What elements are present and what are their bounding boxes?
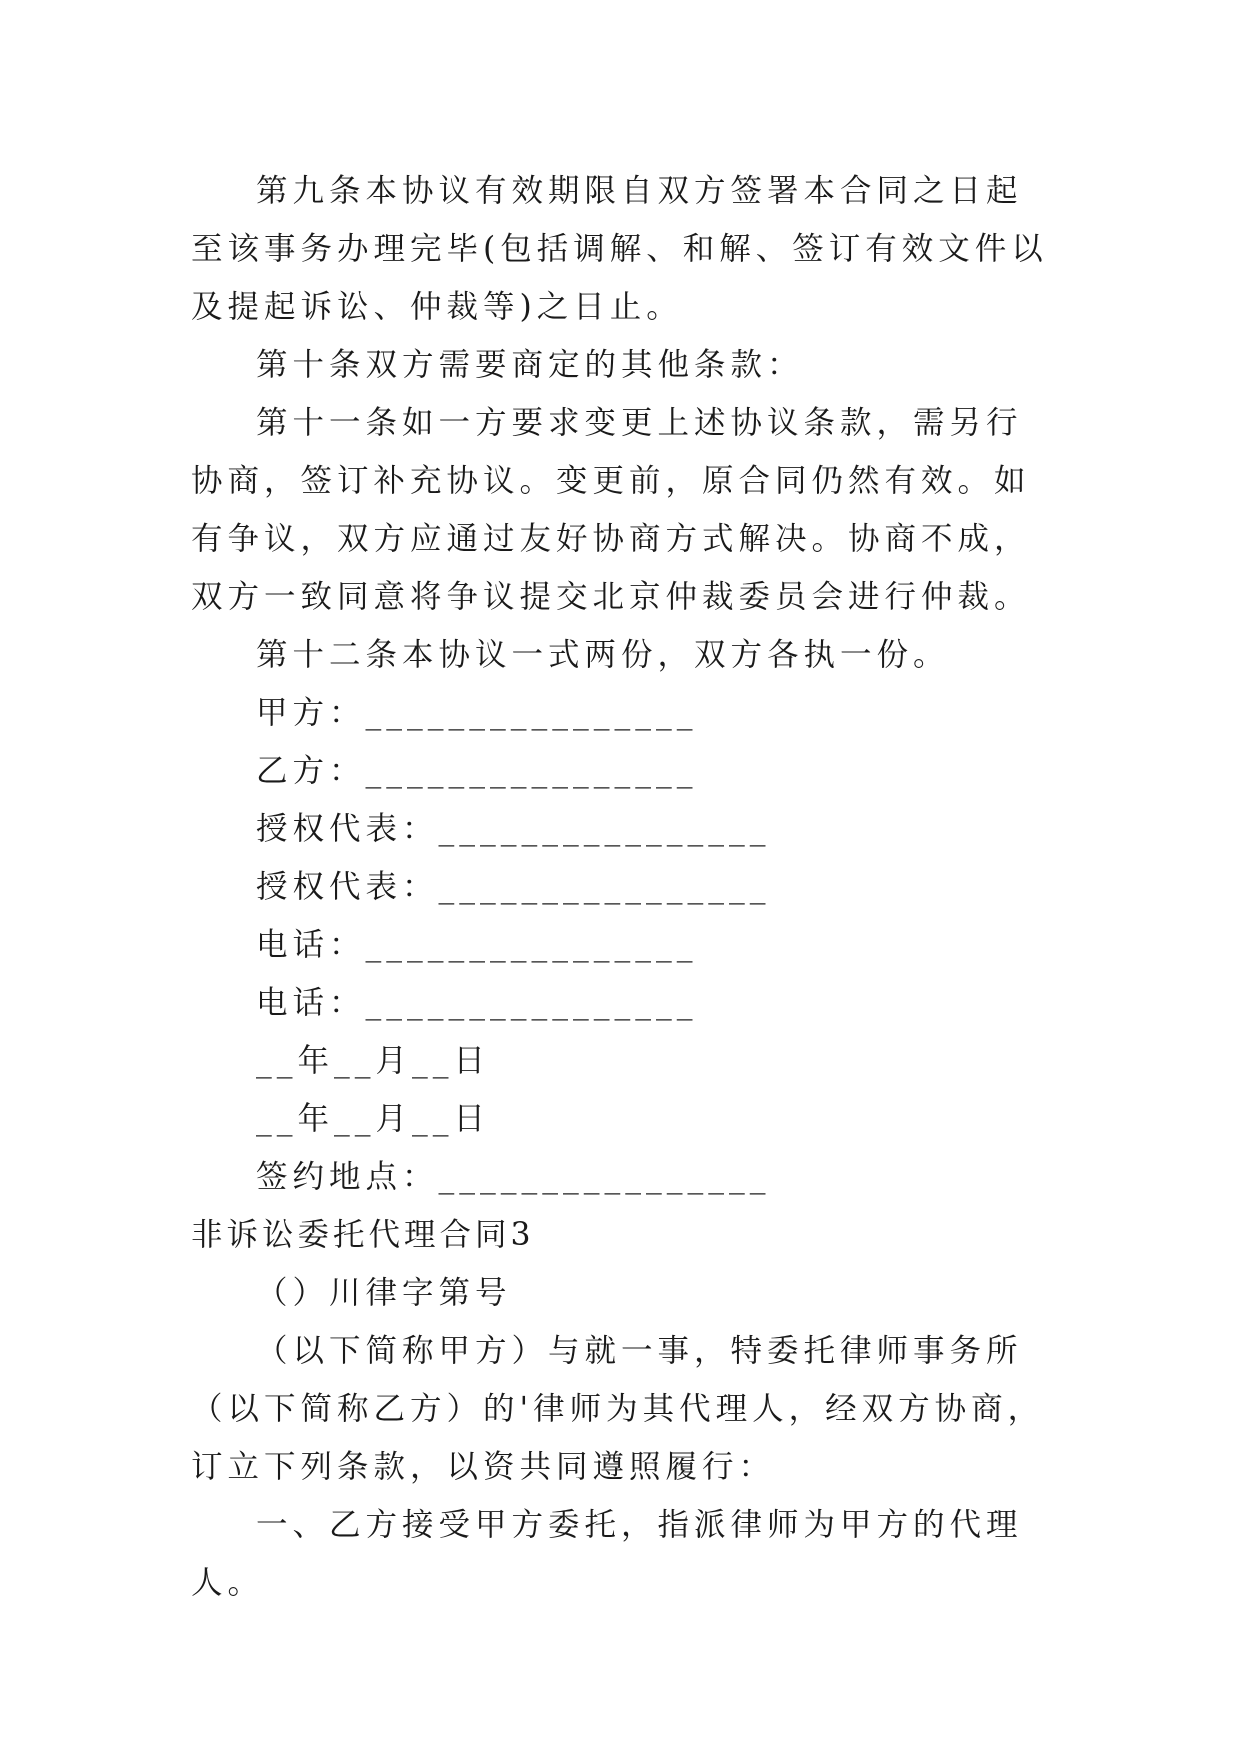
section-title: 非诉讼委托代理合同3 [191, 1217, 535, 1253]
article-1: 一、乙方接受甲方委托，指派律师为甲方的代理人。 [191, 1507, 1023, 1601]
phone-a-line: 电话：________________ [256, 927, 698, 963]
intro-paragraph: （以下简称甲方）与就一事，特委托律师事务所（以下简称乙方）的'律师为其代理人，经双方协商，订立下列条款，以资共同遵照履行： [191, 1333, 1045, 1485]
clause-9: 第九条本协议有效期限自双方签署本合同之日起至该事务办理完毕(包括调解、和解、签订有效文件以及提起诉讼、仲裁等)之日止。 [191, 173, 1048, 325]
party-b-line: 乙方：________________ [256, 753, 698, 789]
date-a-line: __年__月__日 [256, 1043, 491, 1079]
document-body [191, 162, 1051, 1612]
clause-11: 第十一条如一方要求变更上述协议条款，需另行协商，签订补充协议。变更前，原合同仍然有效。如有争议，双方应通过友好协商方式解决。协商不成，双方一致同意将争议提交北京仲裁委员会进行仲裁。 [191, 405, 1031, 615]
date-b-line: __年__月__日 [256, 1101, 491, 1137]
signing-place-line: 签约地点：________________ [256, 1159, 771, 1195]
party-a-line: 甲方：________________ [256, 695, 698, 731]
case-number: （）川律字第号 [256, 1275, 512, 1311]
clause-10: 第十条双方需要商定的其他条款： [256, 347, 804, 383]
authorized-rep-b-line: 授权代表：________________ [256, 869, 771, 905]
authorized-rep-a-line: 授权代表：________________ [256, 811, 771, 847]
phone-b-line: 电话：________________ [256, 985, 698, 1021]
clause-12: 第十二条本协议一式两份，双方各执一份。 [256, 637, 950, 673]
